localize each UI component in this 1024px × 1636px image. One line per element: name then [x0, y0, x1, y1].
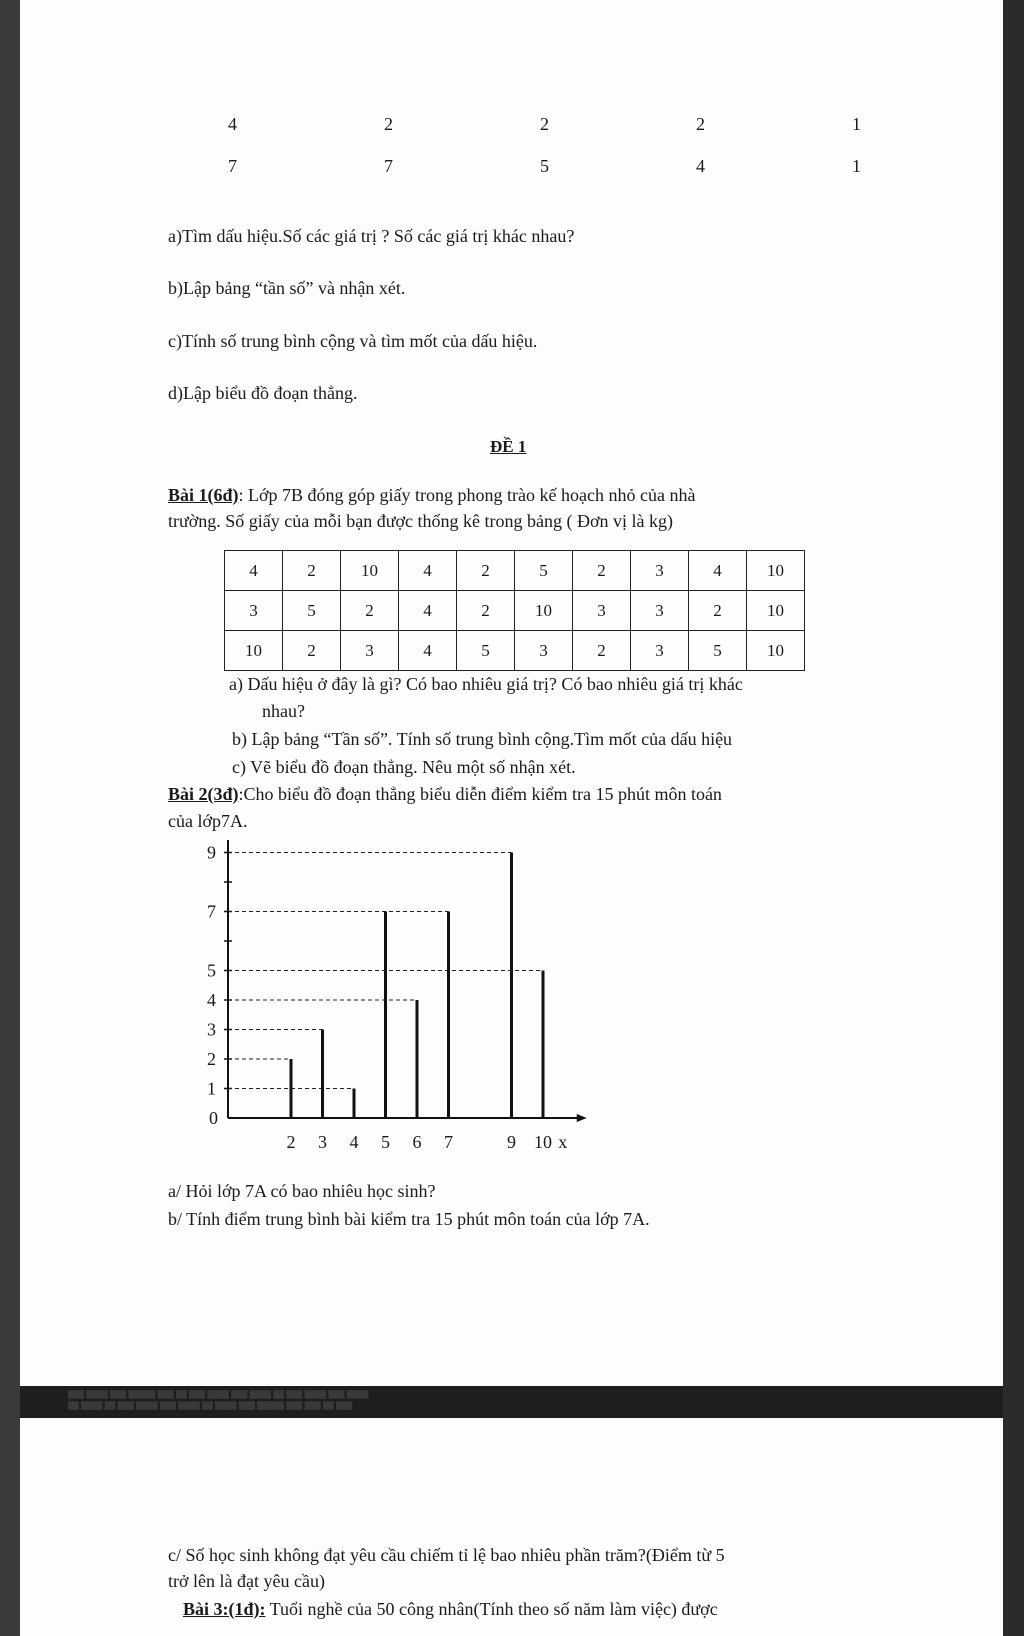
top-row-cell: 4: [228, 114, 237, 134]
table-cell: 2: [457, 591, 515, 631]
bai2-question-b: b/ Tính điểm trung bình bài kiểm tra 15 phút môn toán của lớp 7A.: [168, 1209, 650, 1229]
x-axis-label: x: [558, 1132, 568, 1152]
bai1-label: Bài 1(6đ): [168, 485, 239, 505]
table-cell: 10: [747, 591, 805, 631]
bai2-line1-text: :Cho biểu đồ đoạn thẳng biểu diễn điểm kiểm tra 15 phút môn toán: [238, 784, 722, 804]
bai2-label: Bài 2(3đ): [168, 784, 239, 804]
table-cell: 4: [399, 591, 457, 631]
y-tick-label: 4: [207, 990, 216, 1010]
bai2-question-c-line1: c/ Số học sinh không đạt yêu cầu chiếm tỉ lệ bao nhiêu phần trăm?(Điểm từ 5: [168, 1545, 725, 1565]
faint-watermark-text: ▒▒▒ ▒▒▒▒ ▒▒▒ ▒▒▒▒▒ ▒▒▒ ▒▒ ▒▒▒ ▒▒▒▒ ▒▒▒ ▒▒▒▒ ▒▒ ▒▒▒ ▒▒▒▒ ▒▒▒ ▒▒▒▒ ▒▒ ▒▒▒▒ ▒▒ ▒▒▒ ▒▒▒▒ ▒▒▒ ▒▒▒▒ ▒▒ ▒▒▒▒ ▒▒▒ ▒▒▒▒▒ ▒▒▒ ▒▒▒ ▒▒ ▒▒▒: [68, 1391, 369, 1410]
bai2-question-a: a/ Hỏi lớp 7A có bao nhiêu học sinh?: [168, 1181, 436, 1201]
y-tick-label: 9: [207, 842, 216, 863]
table-row: [225, 631, 805, 671]
top-row-cell: 5: [540, 156, 549, 176]
table-cell: 3: [515, 631, 573, 671]
bai1-line1-text: : Lớp 7B đóng góp giấy trong phong trào kế hoạch nhỏ của nhà: [238, 485, 696, 505]
bai2-intro-line2: của lớp7A.: [168, 811, 248, 831]
x-axis-arrow: [577, 1114, 587, 1122]
top-row-cell: 7: [228, 156, 237, 176]
line-segment-chart: [170, 840, 670, 1170]
top-row-cell: 1: [852, 114, 861, 134]
x-tick-label: 2: [286, 1132, 296, 1152]
x-tick-label: 3: [318, 1132, 327, 1152]
page-gap: [20, 1386, 1003, 1418]
bai1-intro-line1: [168, 484, 695, 506]
y-tick-label: 1: [207, 1078, 216, 1099]
bai1-question-b: b) Lập bảng “Tần số”. Tính số trung bình cộng.Tìm mốt của dấu hiệu: [232, 729, 733, 749]
bai3-intro: [183, 1598, 718, 1620]
bai2-intro-line1: [168, 783, 722, 805]
table-row: [225, 591, 805, 631]
table-cell: 2: [573, 551, 631, 591]
question-a-top: a)Tìm dấu hiệu.Số các giá trị ? Số các giá trị khác nhau?: [168, 226, 575, 246]
x-tick-label: 7: [444, 1132, 453, 1152]
x-tick-label: 10: [534, 1132, 552, 1152]
table-cell: 2: [283, 631, 341, 671]
table-cell: 2: [573, 631, 631, 671]
table-cell: 3: [573, 591, 631, 631]
table-cell: 2: [341, 591, 399, 631]
table-cell: 4: [225, 551, 283, 591]
table-cell: 3: [341, 631, 399, 671]
document-page-1: [20, 0, 1003, 1386]
table-cell: 5: [689, 631, 747, 671]
table-cell: 5: [283, 591, 341, 631]
origin-label: 0: [209, 1108, 218, 1128]
table-cell: 5: [515, 551, 573, 591]
top-row-cell: 7: [384, 156, 393, 176]
question-d-top: d)Lập biểu đồ đoạn thẳng.: [168, 383, 358, 403]
document-page-2: [20, 1418, 1003, 1636]
top-row-cell: 2: [696, 114, 705, 134]
x-tick-label: 9: [507, 1132, 516, 1152]
x-tick-label: 4: [349, 1132, 359, 1152]
x-tick-label: 5: [381, 1132, 390, 1152]
table-cell: 5: [457, 631, 515, 671]
table-cell: 3: [631, 631, 689, 671]
table-cell: 2: [689, 591, 747, 631]
bai3-text: Tuổi nghề của 50 công nhân(Tính theo số năm làm việc) được: [265, 1599, 718, 1619]
table-cell: 10: [747, 551, 805, 591]
bai3-label: Bài 3:(1đ):: [183, 1599, 266, 1619]
bai1-question-a-line1: a) Dấu hiệu ở đây là gì? Có bao nhiêu giá trị? Có bao nhiêu giá trị khác: [229, 674, 743, 694]
table-row: [225, 551, 805, 591]
question-b-top: b)Lập bảng “tần số” và nhận xét.: [168, 278, 406, 298]
table-cell: 3: [631, 551, 689, 591]
top-row-cell: 2: [540, 114, 549, 134]
x-tick-label: 6: [412, 1132, 422, 1152]
table-cell: 10: [341, 551, 399, 591]
bai2-question-c-line2: trở lên là đạt yêu cầu): [168, 1571, 325, 1591]
bai1-intro-line2: trường. Số giấy của mỗi bạn được thống kê trong bảng ( Đơn vị là kg): [168, 511, 673, 531]
table-cell: 2: [283, 551, 341, 591]
table-cell: 3: [631, 591, 689, 631]
y-tick-label: 7: [207, 901, 216, 922]
bai1-data-table: [224, 550, 805, 671]
table-cell: 4: [689, 551, 747, 591]
top-row-cell: 4: [696, 156, 705, 176]
bai1-question-a-line2: nhau?: [262, 701, 305, 721]
top-row-cell: 2: [384, 114, 393, 134]
top-row-cell: 1: [852, 156, 861, 176]
bai1-question-c: c) Vẽ biểu đồ đoạn thẳng. Nêu một số nhận xét.: [232, 757, 576, 777]
y-tick-label: 5: [207, 960, 216, 981]
table-cell: 10: [747, 631, 805, 671]
question-c-top: c)Tính số trung bình cộng và tìm mốt của dấu hiệu.: [168, 331, 538, 351]
table-cell: 10: [225, 631, 283, 671]
table-cell: 10: [515, 591, 573, 631]
table-cell: 4: [399, 551, 457, 591]
section-title: ĐỀ 1: [490, 437, 527, 456]
table-cell: 3: [225, 591, 283, 631]
table-cell: 4: [399, 631, 457, 671]
y-tick-label: 3: [207, 1019, 216, 1040]
viewer-right-edge: [1003, 0, 1024, 1636]
y-tick-label: 2: [207, 1049, 216, 1069]
table-cell: 2: [457, 551, 515, 591]
